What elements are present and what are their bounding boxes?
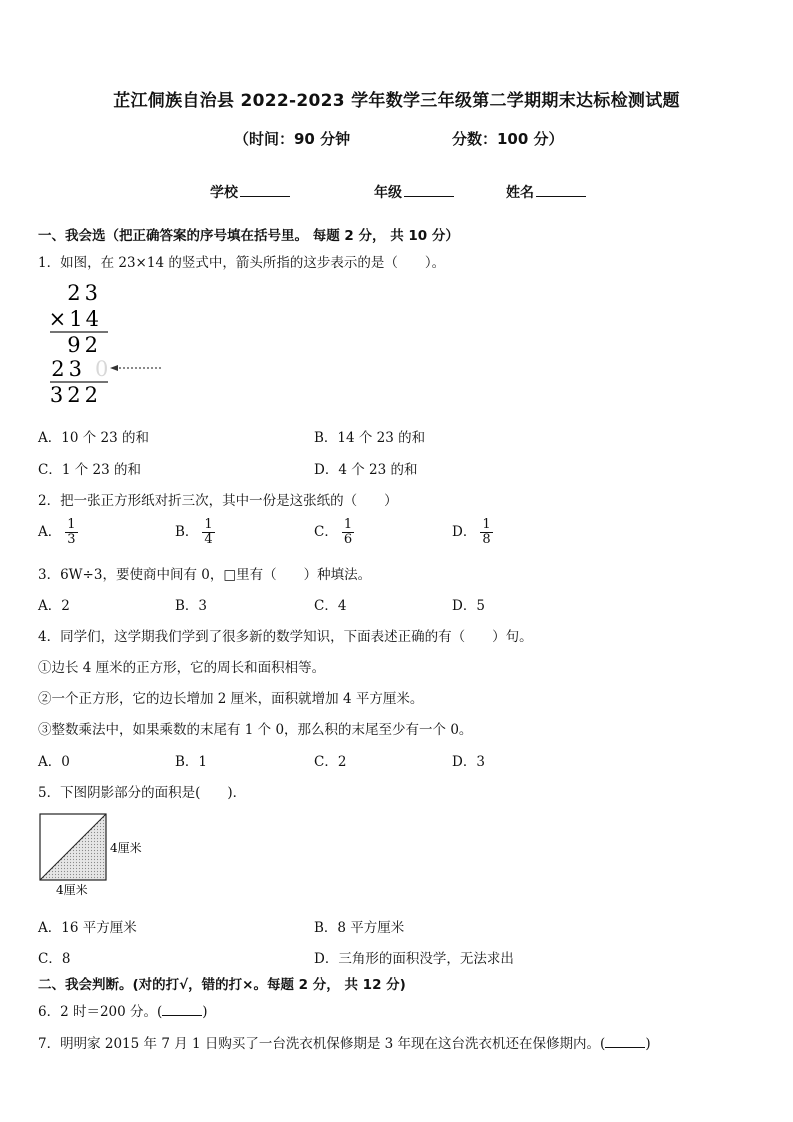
q5-option-a[interactable]: A．16 平方厘米 [38, 920, 137, 936]
fraction-numerator: 1 [204, 517, 213, 532]
q6-text: 6．2 时＝200 分。( [38, 1004, 163, 1020]
q4-option-c[interactable]: C．2 [314, 754, 347, 770]
name-blank[interactable] [536, 183, 586, 197]
fraction [65, 518, 77, 547]
q1-option-c[interactable]: C．1 个 23 的和 [38, 462, 141, 478]
q5-option-d[interactable]: D．三角形的面积没学，无法求出 [314, 951, 514, 967]
fraction [202, 518, 214, 547]
fraction [480, 518, 492, 547]
q3-option-a[interactable]: A．2 [38, 598, 70, 614]
q1-row3: 92 [67, 333, 102, 357]
grade-field[interactable] [374, 182, 454, 202]
q6-close: ) [202, 1004, 208, 1020]
grade-blank[interactable] [404, 183, 454, 197]
page-title: 芷江侗族自治县 2022-2023 学年数学三年级第二学期期末达标检测试题 [113, 91, 680, 111]
fraction-numerator: 1 [67, 517, 76, 532]
name-field[interactable] [506, 182, 586, 202]
fraction-numerator: 1 [343, 517, 353, 532]
fraction-denominator: 6 [343, 532, 353, 547]
q3-text: 3．6W÷3，要使商中间有 0，□里有（ ）种填法。 [38, 567, 372, 583]
q7-text: 7．明明家 2015 年 7 月 1 日购买了一台洗衣机保修期是 3 年现在这台洗衣机还在保修期内。( [38, 1036, 606, 1052]
q5-side-label: 4厘米 [110, 841, 142, 855]
q3-option-d[interactable]: D．5 [452, 598, 485, 614]
q1-row2: ×14 [48, 307, 102, 331]
q1-row1: 23 [67, 281, 102, 305]
q5-bottom-label: 4厘米 [56, 883, 88, 897]
q2-text: 2．把一张正方形纸对折三次，其中一份是这张纸的（ ） [38, 493, 398, 509]
name-label: 姓名 [506, 185, 534, 201]
school-field[interactable] [210, 182, 290, 202]
q1-text: 1．如图，在 23×14 的竖式中，箭头所指的这步表示的是（ ）。 [38, 255, 446, 271]
q2-option-b[interactable] [175, 518, 215, 547]
q2-option-c-label: C． [314, 524, 338, 540]
q4-statement-2: ②一个正方形，它的边长增加 2 厘米，面积就增加 4 平方厘米。 [38, 691, 424, 707]
exam-time: （时间：90 分钟 [234, 130, 351, 148]
q2-option-a[interactable] [38, 518, 78, 547]
fraction-denominator: 8 [482, 532, 491, 547]
q6-line [38, 1000, 208, 1020]
school-blank[interactable] [240, 183, 290, 197]
q6-answer-blank[interactable] [162, 1004, 202, 1016]
fraction-numerator: 1 [482, 517, 491, 532]
q7-close: ) [645, 1036, 651, 1052]
q1-option-d[interactable]: D．4 个 23 的和 [314, 462, 418, 478]
q2-option-b-label: B． [175, 524, 199, 540]
q5-option-b[interactable]: B．8 平方厘米 [314, 920, 405, 936]
q4-statement-3: ③整数乘法中，如果乘数的末尾有 1 个 0，那么积的末尾至少有一个 0。 [38, 722, 473, 738]
q4-option-d[interactable]: D．3 [452, 754, 485, 770]
q1-option-b[interactable]: B．14 个 23 的和 [314, 430, 426, 446]
school-label: 学校 [210, 185, 238, 201]
section1-heading: 一、我会选（把正确答案的序号填在括号里。 每题 2 分， 共 10 分） [38, 228, 459, 244]
q5-square-figure [36, 810, 156, 900]
q2-option-a-label: A． [38, 524, 62, 540]
dotted-arrow-icon [110, 365, 162, 371]
exam-score: 分数：100 分） [452, 130, 564, 148]
q3-option-c[interactable]: C．4 [314, 598, 347, 614]
q1-row5: 322 [49, 383, 102, 407]
q2-option-d[interactable] [452, 518, 493, 547]
q2-option-c[interactable] [314, 518, 354, 547]
q3-option-b[interactable]: B．3 [175, 598, 208, 614]
q1-option-a[interactable]: A．10 个 23 的和 [38, 430, 149, 446]
fraction [342, 518, 354, 547]
q1-row4: 23 [51, 357, 86, 381]
q4-statement-1: ①边长 4 厘米的正方形，它的周长和面积相等。 [38, 660, 326, 676]
q4-option-b[interactable]: B．1 [175, 754, 208, 770]
q5-text: 5．下图阴影部分的面积是( )． [38, 785, 247, 801]
q1-row4-hidden-zero: 0 [95, 357, 109, 381]
q4-option-a[interactable]: A．0 [38, 754, 70, 770]
section2-heading: 二、我会判断。(对的打√，错的打×。每题 2 分， 共 12 分) [38, 977, 406, 993]
grade-label: 年级 [374, 185, 402, 201]
q7-line [38, 1032, 651, 1052]
q5-option-c[interactable]: C．8 [38, 951, 71, 967]
q1-multiplication-figure [44, 280, 168, 410]
q4-text: 4．同学们，这学期我们学到了很多新的数学知识，下面表述正确的有（ ）句。 [38, 629, 533, 645]
q2-option-d-label: D． [452, 524, 477, 540]
fraction-denominator: 3 [67, 532, 76, 547]
q7-answer-blank[interactable] [605, 1036, 645, 1048]
fraction-denominator: 4 [204, 532, 213, 547]
